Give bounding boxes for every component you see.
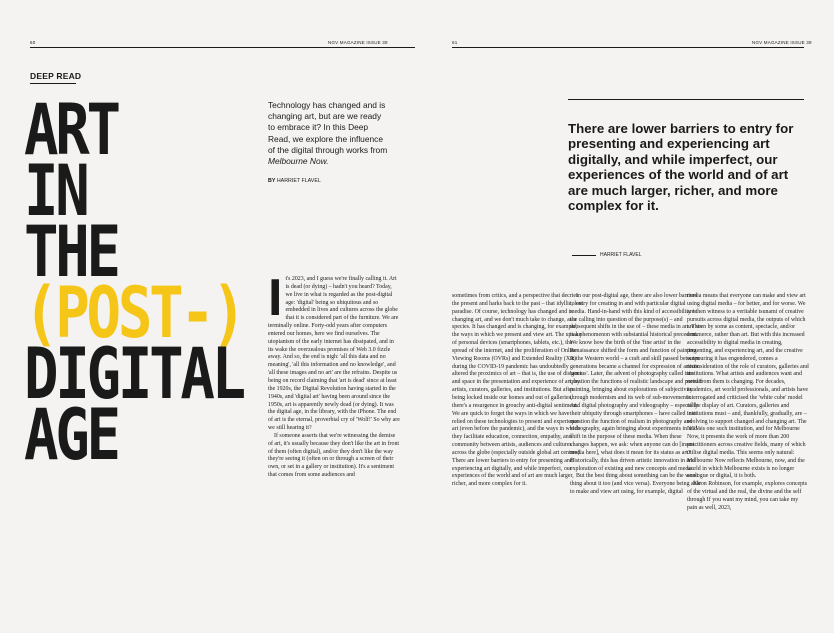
standfirst — [268, 100, 388, 167]
pullquote: There are lower barriers to entry for presenting and experiencing art digitally, and while imperfect, our experiences of the world and of art are much larger, richer, and more complex for it. — [568, 121, 794, 214]
drop-cap: I — [268, 269, 283, 327]
col2-paragraph-1: sometimes from critics, and a perspective that decries the present and harks back to the past – that idyllic, lost paradise. Of course, technology has changed and is changing art, and we don't much take to change, as a species. It has changed and is changing, for example, the ways in which we present and view art. The uptake of personal devices (smartphones, tablets, etc.), the spread of the internet, and the proliferation of Online Viewing Rooms (OVRs) and Extended Reality (XR) during the COVID-19 pandemic has undoubtedly altered the proximics of art – that is, the use of distance and space in the presentation and experience of art, by artists, curators, galleries, and institutions. But after being locked inside our homes and out of galleries, there's a resurgence in grouchy anti-digital sentiment. We are quick to forget the ways in which we have relied on these technologies to present and experience art (even before the pandemic), and the ways in which they facilitate education, connection, empathy, and community between artists, audiences and cultures across the globe (especially outside global art centres). There are lower barriers to entry for presenting and experiencing art digitally, and while imperfect, our experiences of the world and of art are much larger, richer, and more complex for it. — [452, 293, 583, 488]
byline-name: HARRIET FLAVEL — [276, 178, 321, 184]
standfirst-text: Technology has changed and is changing art, but are we ready to embrace it? In this Deep Read, we explore the influence of the digital through works from — [268, 100, 388, 155]
kicker-underline — [30, 83, 76, 84]
title-line-1: ART — [24, 89, 118, 171]
col4-paragraph-1: media means that everyone can make and view art using digital media – for better, and for worse. We are then witness to a veritable tsunami of creative pursuits across digital media, the outputs of which are seen by some as content, spectacle, and/or commerce, rather than art. But with this increased accessibility to digital media in creating, presenting, and experiencing art, and the creative outpouring it has engendered, comes a reconsideration of the role of curators, galleries and institutions. What artists and audiences want and need from them is changing. For decades, academics, art world professionals, and artists have interrogated and criticised the 'white cube' model of the display of art. Curators, galleries and institutions must – and, thankfully, gradually, are – evolving to support changed and changing art. The NGV is one such institution, and for Melbourne Now, it presents the work of more than 200 practitioners across creative fields, many of which utilise digital media. This seems only natural: Melbourne Now reflects Melbourne, now, and the world in which Melbourne exists is no longer analogue or digital, it is both. — [687, 293, 809, 480]
standfirst-italic: Melbourne Now. — [268, 156, 329, 167]
body-column-2 — [452, 293, 584, 489]
col1-paragraph-2: If someone asserts that we're witnessing the demise of art, it's usually because they don't like the art in front of them (often digital), and/or they don't like the way they're seeing it (often on or through a screen of their own, or set in a gallery or institution). It's a sentiment that comes from some audiences and — [268, 432, 400, 479]
col4-paragraph-2: Kiron Robinson, for example, explores concepts of the virtual and the real, the divine and the self through If you want my mind, you can take my pain as well, 2023, — [687, 481, 808, 511]
pullquote-byline-dash — [572, 255, 596, 256]
left-page-number: 60 — [30, 40, 36, 45]
title-line-6: AGE — [24, 394, 118, 476]
title-line-3: THE — [24, 211, 118, 293]
col3-paragraph-1: In our post-digital age, there are also lower barriers to entry for creating in and with particular digital media. Hand-in-hand with this kind of accessibility is the calling into question of the purpose(s) – and subsequent shifts in the use of – these media in art. This is a phenomenon with substantial historical precedent. We know how the birth of the 'fine artist' in the Renaissance shifted the form and function of painting in the Western world – a craft and skill passed between generations became a channel for expression of artistic 'genius'. Later, the advent of photography called into question the functions of realistic landscape and portrait painting, bringing about explorations of subjectivity through modernism and its web of sub-movements. And digital photography and videography – especially their ubiquity through smartphones – have called into question the function of realism in photography and videography, again bringing about experiments in and a shift in the purpose of these media. When these changes happen, we ask: when anyone can do [insert media here], what does it mean for its status as art? Historically, this has driven artistic innovation in and exploration of existing and new concepts and media. — [570, 293, 703, 472]
col1-paragraph-1: t's 2023, and I guess we're finally calling it. Art is dead (or dying) – hadn't you heard? Today, we live in what is regarded as the post-digital age: 'digital' being so ubiquitous and so embedded in lives and cultures across the globe that it is considered part of the furniture. We are terminally online. Forty-odd years after computers entered our homes, here we find ourselves. The utopianism of the early internet has dissipated, and in its wake the overzealous promises of Web 3.0 fizzle away. And so, the end is nigh: 'all this data and no meaning', 'all this information and no knowledge', and 'all these images and no art' are the refrains. Despite us being on record claiming that 'art is dead' since at least the 1920s, the Digital Revolution having started in the 1940s, and 'digital art' having been around since the 1950s, art is apparently newly dead (or dying). It was the digital age, in the library, with the iPhone. The end of art is the eternal, proverbial cry of 'Wolf!' So why are we still hearing it? — [268, 276, 400, 432]
right-magazine-title: NGV MAGAZINE ISSUE 39 — [752, 40, 812, 45]
title-line-2: IN — [24, 150, 87, 232]
byline — [268, 178, 321, 184]
body-column-1 — [268, 269, 400, 480]
col3-paragraph-2: But the best thing about something can be the worst thing about it too (and vice versa). Everyone being able to make and view art using, for example, digital — [570, 473, 701, 496]
right-header-rule — [452, 47, 804, 48]
left-magazine-title: NGV MAGAZINE ISSUE 39 — [328, 40, 388, 45]
title-line-5: DIGITAL — [24, 333, 243, 415]
body-column-3 — [570, 293, 702, 497]
pullquote-top-rule — [568, 99, 804, 100]
left-header-rule — [30, 47, 415, 48]
byline-prefix: BY — [268, 178, 276, 184]
right-page-number: 61 — [452, 40, 458, 45]
body-column-4 — [687, 293, 809, 513]
title-line-4: (POST-) — [24, 272, 243, 354]
pullquote-byline: HARRIET FLAVEL — [600, 252, 642, 258]
section-kicker: DEEP READ — [30, 71, 82, 81]
